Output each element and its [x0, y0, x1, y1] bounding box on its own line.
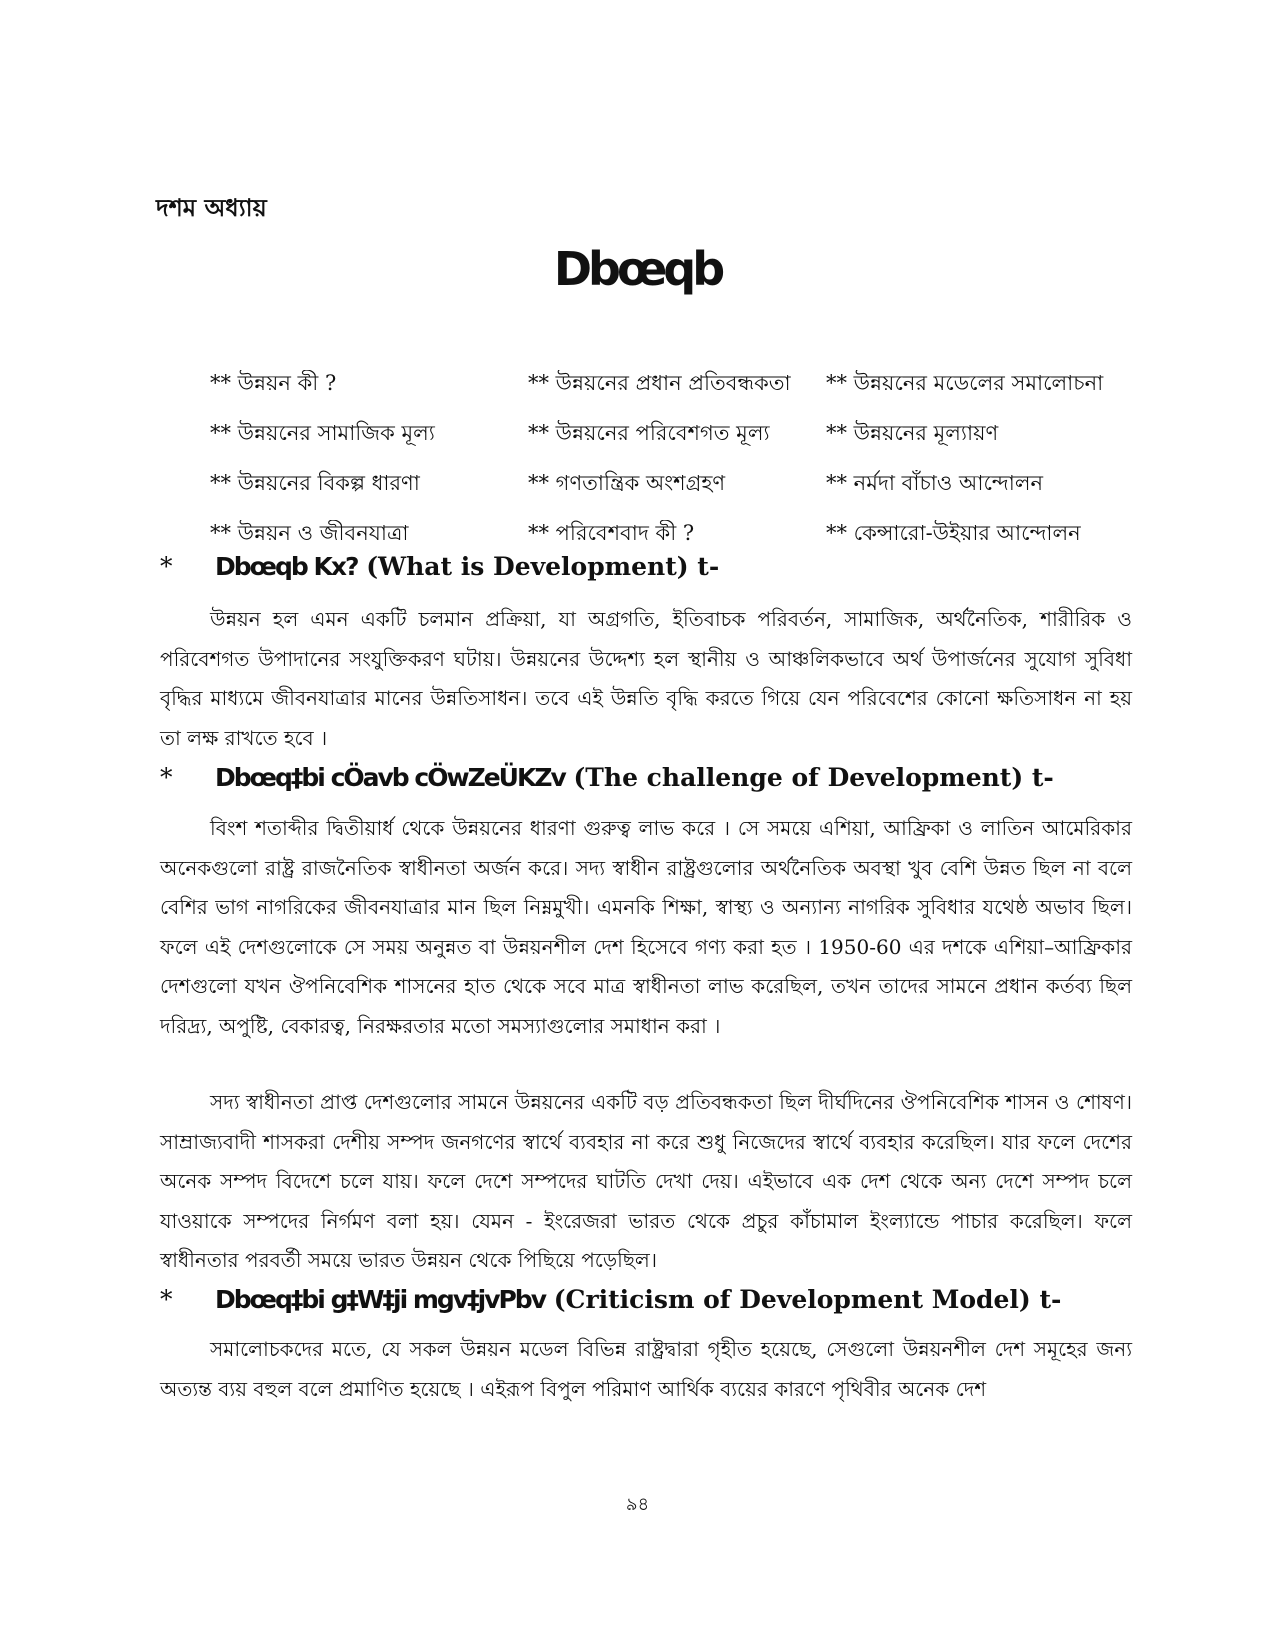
topic-item: ** উন্নয়নের বিকল্প ধারণা	[210, 471, 420, 495]
heading-suffix: t-	[1030, 1285, 1062, 1314]
section-heading-what-is-development	[160, 552, 719, 581]
topic-item: ** পরিবেশবাদ কী ?	[528, 521, 695, 545]
heading-encoded-text: Dbœq‡bi cÖavb cÖwZeÜKZv	[215, 763, 565, 792]
heading-english-text: (What is Development)	[357, 552, 689, 581]
chapter-label: দশম অধ্যায়	[156, 194, 267, 222]
section-heading-criticism-of-development-model	[160, 1285, 1061, 1314]
topic-item: ** উন্নয়নের মডেলের সমালোচনা	[826, 371, 1104, 395]
chapter-title: Dbœqb	[553, 242, 722, 296]
paragraph: বিংশ শতাব্দীর দ্বিতীয়ার্ধ থেকে উন্নয়নের ধারণা গুরুত্ব লাভ করে । সে সময়ে এশিয়া, আফ্রিকা ও লাতিন আমেরিকার অনেকগুলো রাষ্ট্র রাজনৈতিক স্বাধীনতা অর্জন করে। সদ্য স্বাধীন রাষ্ট্রগুলোর অর্থনৈতিক অবস্থা খুব বেশি উন্নত ছিল না বলে বেশির ভাগ নাগরিকের জীবনযাত্রার মান ছিল নিম্নমুখী। এমনকি শিক্ষা, স্বাস্থ্য ও অন্যান্য নাগরিক সুবিধার যথেষ্ঠ অভাব ছিল। ফলে এই দেশগুলোকে সে সময় অনুন্নত বা উন্নয়নশীল দেশ হিসেবে গণ্য করা হত । 1950-60 এর দশকে এশিয়া–আফ্রিকার দেশগুলো যখন ঔপনিবেশিক শাসনের হাত থেকে সবে মাত্র স্বাধীনতা লাভ করেছিল, তখন তাদের সামনে প্রধান কর্তব্য ছিল দরিদ্র্য, অপুষ্টি, বেকারত্ব, নিরক্ষরতার মতো সমস্যাগুলোর সমাধান করা ।	[160, 816, 1132, 1038]
topic-item: ** উন্নয়নের প্রধান প্রতিবন্ধকতা	[528, 371, 791, 395]
paragraph: উন্নয়ন হল এমন একটি চলমান প্রক্রিয়া, যা অগ্রগতি, ইতিবাচক পরিবর্তন, সামাজিক, অর্থনৈতিক, শারীরিক ও পরিবেশগত উপাদানের সংযুক্তিকরণ ঘটায়। উন্নয়নের উদ্দেশ্য হল স্থানীয় ও আঞ্চলিকভাবে অর্থ উপার্জনের সুযোগ সুবিধা বৃদ্ধির মাধ্যমে জীবনযাত্রার মানের উন্নতিসাধন। তবে এই উন্নতি বৃদ্ধি করতে গিয়ে যেন পরিবেশের কোনো ক্ষতিসাধন না হয় তা লক্ষ রাখতে হবে ।	[160, 607, 1132, 750]
heading-suffix: t-	[688, 552, 720, 581]
heading-english-text: (Criticism of Development Model)	[545, 1285, 1031, 1314]
bullet-star: *	[160, 1285, 173, 1314]
paragraph: সমালোচকদের মতে, যে সকল উন্নয়ন মডেল বিভিন্ন রাষ্ট্রদ্বারা গৃহীত হয়েছে, সেগুলো উন্নয়নশীল দেশ সমূহের জন্য অত্যন্ত ব্যয় বহুল বলে প্রমাণিত হয়েছে । এইরূপ বিপুল পরিমাণ আর্থিক ব্যয়ের কারণে পৃথিবীর অনেক দেশ	[160, 1337, 1132, 1401]
topic-list	[210, 370, 1130, 547]
heading-encoded-text: Dbœq‡bi g‡W‡ji mgv‡jvPbv	[215, 1285, 546, 1314]
section-heading-challenge-of-development	[160, 763, 1054, 792]
page-number: ৯৪	[625, 1494, 650, 1515]
topic-item: ** নর্মদা বাঁচাও আন্দোলন	[826, 471, 1044, 495]
paragraph: সদ্য স্বাধীনতা প্রাপ্ত দেশগুলোর সামনে উন্নয়নের একটি বড় প্রতিবন্ধকতা ছিল দীর্ঘদিনের ঔপনিবেশিক শাসন ও শোষণ। সাম্রাজ্যবাদী শাসকরা দেশীয় সম্পদ জনগণের স্বার্থে ব্যবহার না করে শুধু নিজেদের স্বার্থে ব্যবহার করেছিল। যার ফলে দেশের অনেক সম্পদ বিদেশে চলে যায়। ফলে দেশে সম্পদের ঘাটতি দেখা দেয়। এইভাবে এক দেশ থেকে অন্য দেশে সম্পদ চলে যাওয়াকে সম্পদের নির্গমণ বলা হয়। যেমন - ইংরেজরা ভারত থেকে প্রচুর কাঁচামাল ইংল্যান্ডে পাচার করেছিল। ফলে স্বাধীনতার পরবর্তী সময়ে ভারত উন্নয়ন থেকে পিছিয়ে পড়েছিল।	[160, 1090, 1132, 1272]
topic-item: ** গণতান্ত্রিক অংশগ্রহণ	[528, 471, 726, 495]
bullet-star: *	[160, 763, 173, 792]
topic-item: ** উন্নয়নের মূল্যায়ণ	[826, 421, 999, 445]
topic-item: ** উন্নয়নের সামাজিক মূল্য	[210, 421, 435, 445]
bullet-star: *	[160, 552, 173, 581]
heading-encoded-text: Dbœqb Kx?	[215, 552, 358, 581]
heading-suffix: t-	[1023, 763, 1054, 792]
heading-english-text: (The challenge of Development)	[564, 763, 1024, 792]
topic-item: ** কেন্সারো-উইয়ার আন্দোলন	[826, 521, 1081, 545]
topic-item: ** উন্নয়ন ও জীবনযাত্রা	[210, 521, 409, 545]
topic-item: ** উন্নয়ন কী ?	[210, 371, 337, 395]
topic-item: ** উন্নয়নের পরিবেশগত মূল্য	[528, 421, 770, 445]
